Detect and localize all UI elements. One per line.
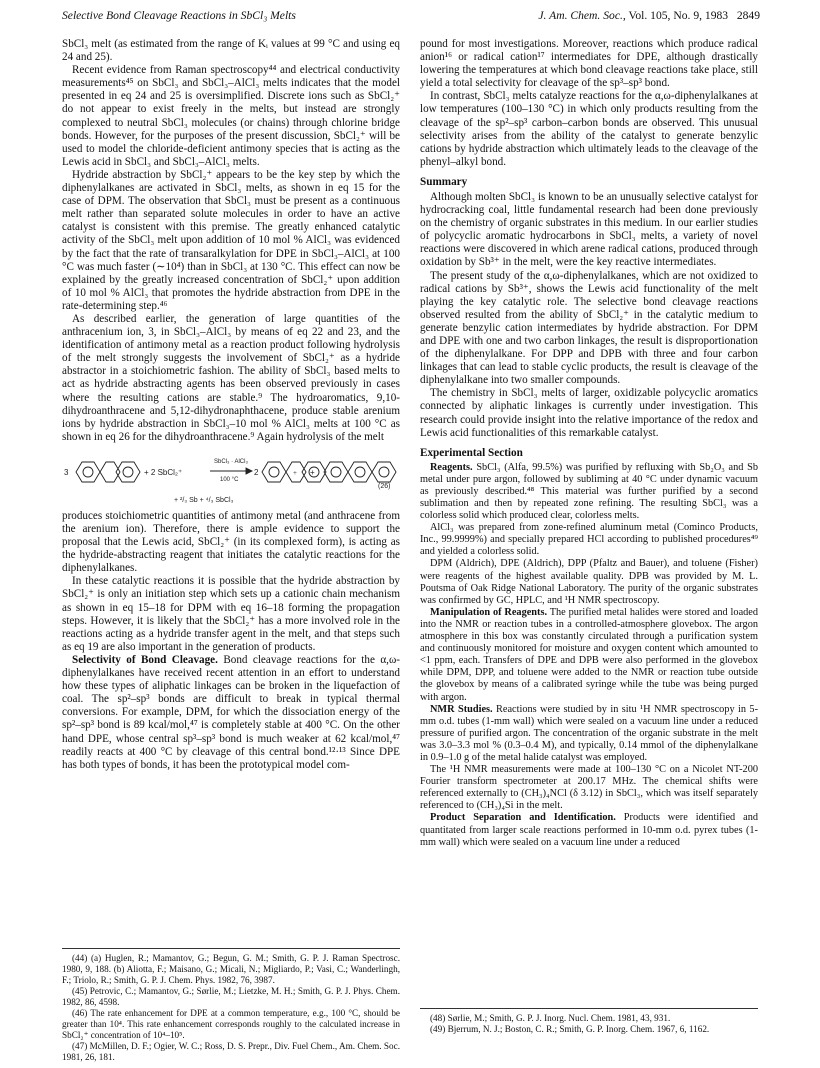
footnote-45: (45) Petrovic, C.; Mamantov, G.; Sørlie, M.; Lietzke, M. H.; Smith, G. P. J. Phys. Chem. 1982, 86, 4598.: [62, 986, 400, 1007]
paragraph: Although molten SbCl₃ is known to be an unusually selective catalyst for hydrocracking coal, little fundamental research had been done previously on the chemistry of organic substrates in this medium. In our earlier studies of polycyclic aromatic hydrocarbons in SbCl₃ melts, a variety of novel reactions were discovered in which arene radical cations, produced through oxidation by Sb³⁺ in the melt, were the key reactive intermediates.: [420, 190, 758, 269]
right-column: [420, 38, 758, 849]
scheme-coefficient-2: 2: [254, 467, 259, 477]
scheme-condition-top: SbCl₃ · AlCl₃: [214, 458, 248, 465]
scheme-byproducts: + ²/₃ Sb + ⁴/₃ SbCl₃: [174, 496, 234, 504]
paragraph: DPM (Aldrich), DPE (Aldrich), DPP (Pfaltz and Bauer), and toluene (Fisher) were reagents of the highest available quality. DPB was provided by M. L. Poutsma of Oak Ridge National Laboratory. The purity of the organic substrates was confirmed by GC, HPLC, and ¹H NMR spectroscopy.: [420, 558, 758, 606]
scheme-coefficient-1: 3: [64, 467, 69, 477]
running-title: Selective Bond Cleavage Reactions in SbCl₃ Melts: [62, 9, 296, 22]
running-header: [62, 9, 760, 29]
footnote-49: (49) Bjerrum, N. J.; Boston, C. R.; Smith, G. P. Inorg. Chem. 1967, 6, 1162.: [430, 1024, 710, 1034]
run-in-heading: Selectivity of Bond Cleavage.: [72, 653, 218, 666]
left-column: [62, 38, 400, 772]
footnotes-right: [420, 1008, 758, 1035]
paragraph: [420, 812, 758, 848]
anthracene-structure: [324, 462, 396, 482]
paragraph: [420, 462, 758, 522]
paragraph-body: Products were identified and quantitated from larger scale reactions performed in 10-mm o.d. pyrex tubes (1-mm wall) which were sealed on a vacuum line under a reduced: [420, 812, 759, 848]
page-number: 2849: [736, 9, 760, 22]
paragraph: SbCl₃ melt (as estimated from the range of Kᵢ values at 99 °C and using eq 24 and 25).: [62, 38, 400, 64]
journal-citation: [538, 9, 760, 22]
paragraph: In contrast, SbCl₃ melts catalyze reactions for the α,ω-diphenylalkanes at low temperatures (100–130 °C) in which only products resulting from the cleavage of the sp²–sp³ carbon–carbon bonds are observed. This unusual selectivity arises from the ability of the catalyst to generate benzylic cations by hydride abstraction which ultimately leads to the cleavage of the phenyl–alkyl bond.: [420, 90, 758, 168]
scheme-plus: +: [310, 467, 315, 477]
run-in-heading: Product Separation and Identification.: [430, 812, 616, 824]
anthracenium-structure: [262, 462, 326, 482]
paragraph: The ¹H NMR measurements were made at 100–130 °C on a Nicolet NT-200 Fourier transform spectrometer at 200.17 MHz. The chemical shifts were referenced externally to (CH₃)₄NCl (δ 3.12) in SbCl₃, which was itself separately referenced to (CH₃)₄Si in the melt.: [420, 764, 758, 812]
journal-name: J. Am. Chem. Soc.,: [538, 9, 626, 22]
reaction-scheme-drawing: [62, 450, 400, 506]
footnote-48: (48) Sørlie, M.; Smith, G. P. J. Inorg. Nucl. Chem. 1981, 43, 931.: [430, 1013, 671, 1023]
run-in-heading: Reagents.: [430, 461, 473, 473]
paragraph: [420, 704, 758, 764]
footnote-47: (47) McMillen, D. F.; Ogier, W. C.; Ross, D. S. Prepr., Div. Fuel Chem., Am. Chem. Soc. 1981, 26, 181.: [62, 1041, 400, 1062]
paragraph: pound for most investigations. Moreover, reactions which produce radical anion¹⁶ or radical cation¹⁷ intermediates for DPE, although drastically lowering the temperatures at which bond cleavage reactions take place, still yield a total selectivity for cleavage of the sp³–sp³ bond.: [420, 38, 758, 90]
paragraph: [62, 654, 400, 772]
section-heading-summary: Summary: [420, 175, 468, 188]
paragraph-body: Reactions were studied by in situ ¹H NMR spectroscopy in 5-mm o.d. tubes (1-mm wall) which were sealed on a vacuum line under a reduced pressure of purified argon. The concentration of the organic substrate in the melt was 3.0–3.3 mol % (0.3–0.4 M), and typically, 0.14 mmol of the diphenylalkane in 0.9–1.0 g of the metal halide catalyst was employed.: [420, 703, 758, 763]
paragraph: In these catalytic reactions it is possible that the hydride abstraction by SbCl₂⁺ is only an initiation step which sets up a cationic chain mechanism as shown in eq 15–18 for DPM with eq 16–18 forming the propagation steps. However, it is likely that the SbCl₂⁺ has a more involved role in the reactions acting as a hydride transfer agent in the melt, and that steps such as eq 19 are also important in the generation of products.: [62, 575, 400, 653]
reaction-arrow-head: [246, 468, 252, 474]
paragraph: [420, 607, 758, 704]
run-in-heading: Manipulation of Reagents.: [430, 606, 548, 618]
paragraph: The present study of the α,ω-diphenylalkanes, which are not oxidized to radical cations by Sb³⁺, shows the Lewis acid functionality of the melt playing the key catalytic role. The selective bond cleavage reactions observed resulted from the ability of SbCl₂⁺ in the catalytic medium to generate benzylic cation intermediates by hydride abstraction. For DPM and DPE with one and two carbon linkages, the result is disproportionation of the diphenylalkane. For DPP and DPB with three and four carbon linkages that can lead to stable cyclic products, the result is cleavage of the diphenylalkane into two smaller compounds.: [420, 269, 758, 387]
paragraph: AlCl₃ was prepared from zone-refined aluminum metal (Cominco Products, Inc., 99.9999%) and specially prepared HCl according to published procedures⁴⁹ and yielded a colorless solid.: [420, 522, 758, 558]
paragraph: As described earlier, the generation of large quantities of the anthracenium ion, 3, in SbCl₃–AlCl₃ by means of eq 22 and 23, and the identification of antimony metal as a reaction product following hydrolysis of the melt strongly suggests the involvement of SbCl₂⁺ as a hydride abstractor in a stoichiometric fashion. The ability of SbCl₃ based melts to act as hydride abstracting agents has been observed previously in cases where the resulting cations are stable.⁹ The hydroaromatics, 9,10-dihydroanthracene and 5,12-dihydronaphthacene, produce stable arenium ions by hydride abstraction in SbCl₃–10 mol % AlCl₃ melts at 100 °C as shown in eq 26 for the dihydroanthracene.⁹ Again hydrolysis of the melt: [62, 312, 400, 443]
paragraph: produces stoichiometric quantities of antimony metal (and anthracene from the arenium ion). Therefore, there is ample evidence to support the proposal that the Lewis acid, SbCl₂⁺ (in its complexed form), is acting as the hydride-abstracting reagent that initiates the catalytic reactions for the diphenylalkanes.: [62, 509, 400, 575]
paragraph-body: SbCl₃ (Alfa, 99.5%) was purified by refluxing with Sb₂O₃ and Sb metal under pure argon, followed by subliming at 40 °C under dynamic vacuum as previously described.⁴⁸ This material was further purified by a second sublimation and then by repeated zone refining. The resulting SbCl₃ was a colorless solid which produced clear, colorless melts.: [420, 461, 758, 522]
footnote-46: (46) The rate enhancement for DPE at a common temperature, e.g., 100 °C, should be greater than 10⁴. This rate enhancement corresponds roughly to the calculated increase in SbCl₂⁺ concentration of 10⁴–10⁵.: [62, 1008, 400, 1040]
scheme-reagent-text: + 2 SbCl₂⁺: [144, 467, 183, 477]
dihydroanthracene-structure: [76, 462, 140, 482]
paragraph-body: The purified metal halides were stored and loaded into the NMR or reaction tubes in a controlled-atmosphere glovebox. The argon atmosphere in this box was constantly circulated through a purification system and continuously monitored for moisture and oxygen content which amounted to <1 ppm, each. Transfers of DPE and DPB were also performed in the glovebox while DPM, DPP, and toluene were added to the NMR or reaction tube outside the glovebox by means of a calibrated syringe while the tube was being purged with argon.: [420, 606, 759, 703]
paragraph: The chemistry in SbCl₃ melts of larger, oxidizable polycyclic aromatics connected by aliphatic linkages is currently under investigation. This research could provide insight into the relative importance of the redox and Lewis acid functionalities of this remarkable catalyst.: [420, 387, 758, 439]
footnotes-left: [62, 948, 400, 1063]
svg-text:+: +: [293, 468, 297, 477]
paragraph: Hydride abstraction by SbCl₂⁺ appears to be the key step by which the diphenylalkanes are activated in SbCl₃ melts, as shown in eq 15 for the case of DPM. The observation that SbCl₃ must be present as a continuous melt rather than separated solute molecules in order to have an active catalyst is consistent with this premise. The greatly enhanced catalytic activity of the SbCl₃ melt upon addition of 10 mol % AlCl₃ was evidenced by the fact that the rate of transaralkylation for DPE in SbCl₃–AlCl₃ at 100 °C was much faster (∼10⁴) than in SbCl₃ at 130 °C. This effect can now be explained by the greatly increased concentration of SbCl₂⁺ upon addition of 10 mol % AlCl₃ that promotes the hydride abstraction from DPE in the rate-determining step.⁴⁶: [62, 168, 400, 312]
paragraph: Recent evidence from Raman spectroscopy⁴⁴ and electrical conductivity measurements⁴⁵ on SbCl₃ and SbCl₃–AlCl₃ melts indicates that the model presented in eq 24 and 25 is oversimplified. Discrete ions such as SbCl₂⁺ do not appear to exist freely in the melts, but instead are strongly complexed to neutral SbCl₃ molecules (or chains) through chlorine bridge bonds. However, for the purposes of the present discussion, SbCl₂⁺ will be used to model the chloride-deficient antimony species that is acting as the Lewis acid in SbCl₃ and SbCl₃–AlCl₃ melts.: [62, 64, 400, 168]
paragraph-body: Bond cleavage reactions for the α,ω-diphenylalkanes have received recent attention in an effort to understand how these types of aliphatic linkages can be broken in the liquefaction of coal. The sp²–sp³ bonds are difficult to break in typical thermal conversions. For example, DPM, for which the dissociation energy of the sp²–sp³ bond is 89 kcal/mol,⁴⁷ is completely stable at 400 °C. On the other hand DPE, whose central sp³–sp³ bond is much weaker at 62 kcal/mol,⁴⁷ readily reacts at 400 °C by cleavage of this central bond.¹²·¹³ Since DPE has both types of bonds, it has been the prototypical model com-: [62, 653, 400, 771]
section-heading-experimental: Experimental Section: [420, 446, 523, 459]
journal-volume: Vol. 105, No. 9, 1983: [628, 9, 729, 22]
footnote-44: (44) (a) Huglen, R.; Mamantov, G.; Begun, G. M.; Smith, G. P. J. Raman Spectrosc. 1980, 9, 188. (b) Aliotta, F.; Maisano, G.; Micali, N.; Migliardo, P.; Vasi, C.; Wanderlingh, F.; Triolo, R.; Smith, G. P. J. Chem. Phys. 1982, 76, 3987.: [62, 953, 400, 985]
scheme-condition-bottom: 100 °C: [220, 476, 239, 483]
run-in-heading: NMR Studies.: [430, 703, 493, 715]
reaction-scheme-26: [62, 450, 400, 506]
equation-number: (26): [378, 482, 391, 490]
